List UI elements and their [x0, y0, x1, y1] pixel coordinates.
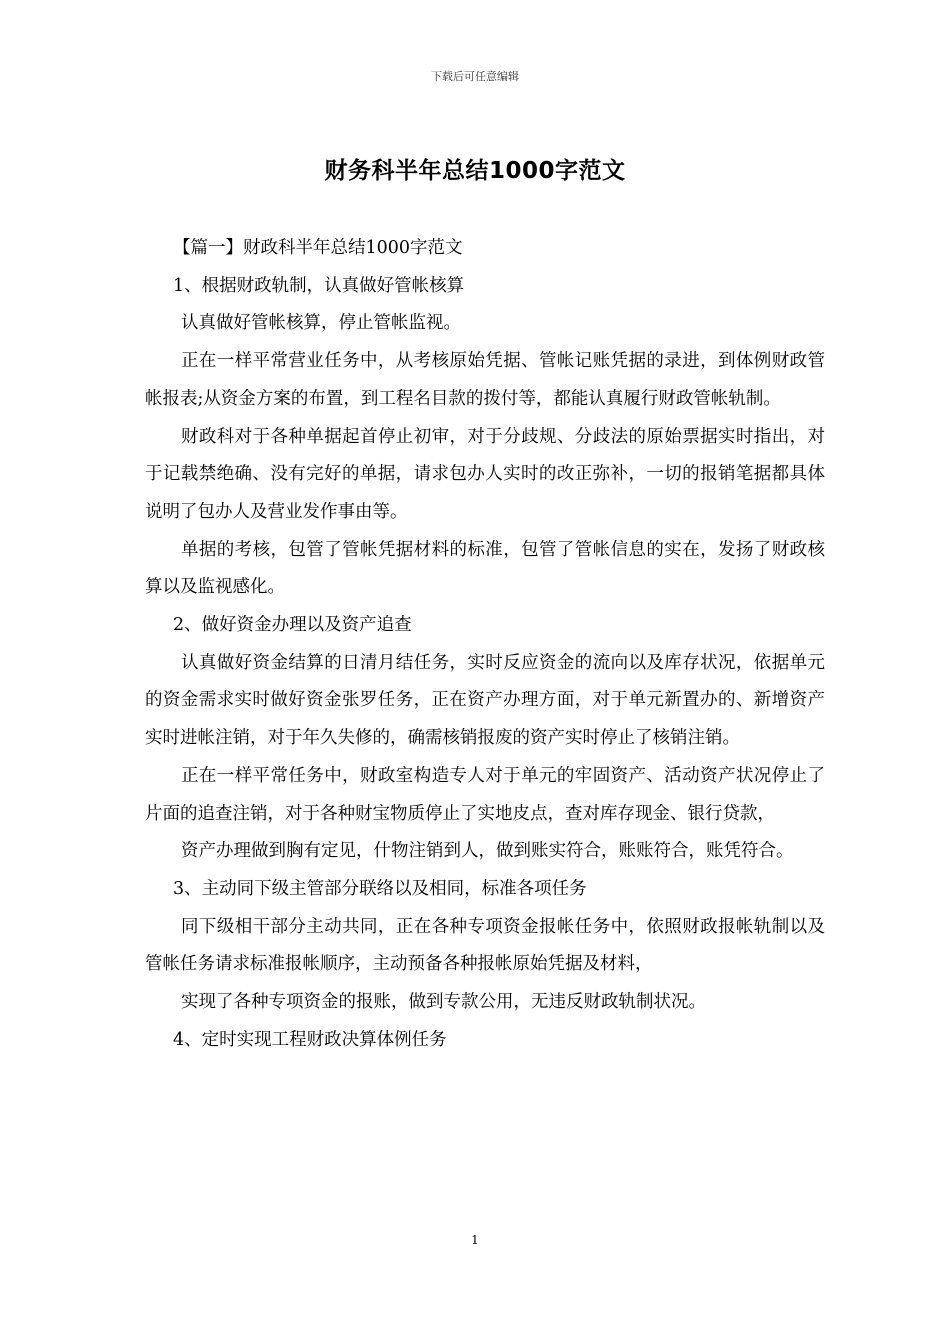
subsection-heading: 3、主动同下级主管部分联络以及相同，标准各项任务 — [173, 878, 587, 899]
document-title: 财务科半年总结1000字范文 — [324, 158, 626, 184]
header-note: 下载后可任意编辑 — [431, 70, 519, 83]
document-body — [145, 230, 825, 1059]
paragraph: 正在一样平常任务中，财政室构造专人对于单元的牢固资产、活动资产状况停止了片面的追查注销，对于各种财宝物质停止了实地皮点，查对库存现金、银行贷款， — [145, 765, 825, 824]
paragraph: 资产办理做到胸有定见，什物注销到人，做到账实符合，账账符合，账凭符合。 — [181, 841, 794, 862]
paragraph: 认真做好管帐核算，停止管帐监视。 — [181, 313, 461, 334]
paragraph: 认真做好资金结算的日清月结任务，实时反应资金的流向以及库存状况，依据单元的资金需求实时做好资金张罗任务，正在资产办理方面，对于单元新置办的、新增资产实时进帐注销，对于年久失修的，确需核销报废的资产实时停止了核销注销。 — [145, 652, 825, 749]
paragraph: 正在一样平常营业任务中，从考核原始凭据、管帐记账凭据的录进，到体例财政管帐报表;从资金方案的布置，到工程名目款的拨付等，都能认真履行财政管帐轨制。 — [145, 351, 825, 409]
subsection-heading: 1、根据财政轨制，认真做好管帐核算 — [173, 275, 465, 296]
paragraph: 财政科对于各种单据起首停止初审，对于分歧规、分歧法的原始票据实时指出，对于记载禁绝确、没有完好的单据，请求包办人实时的改正弥补，一切的报销笔据都具体说明了包办人及营业发作事由等。 — [145, 426, 825, 522]
section-heading: 【篇一】财政科半年总结1000字范文 — [173, 238, 463, 258]
paragraph: 单据的考核，包管了管帐凭据材料的标准，包管了管帐信息的实在，发扬了财政核算以及监视感化。 — [145, 539, 825, 598]
paragraph: 实现了各种专项资金的报账，做到专款公用，无违反财政轨制状况。 — [181, 992, 706, 1013]
subsection-heading: 4、定时实现工程财政决算体例任务 — [173, 1029, 447, 1050]
page-number: 1 — [471, 1233, 479, 1247]
paragraph: 同下级相干部分主动共同，正在各种专项资金报帐任务中，依照财政报帐轨制以及管帐任务请求标准报帐顺序，主动预备各种报帐原始凭据及材料， — [145, 916, 825, 975]
subsection-heading: 2、做好资金办理以及资产追查 — [173, 615, 412, 636]
